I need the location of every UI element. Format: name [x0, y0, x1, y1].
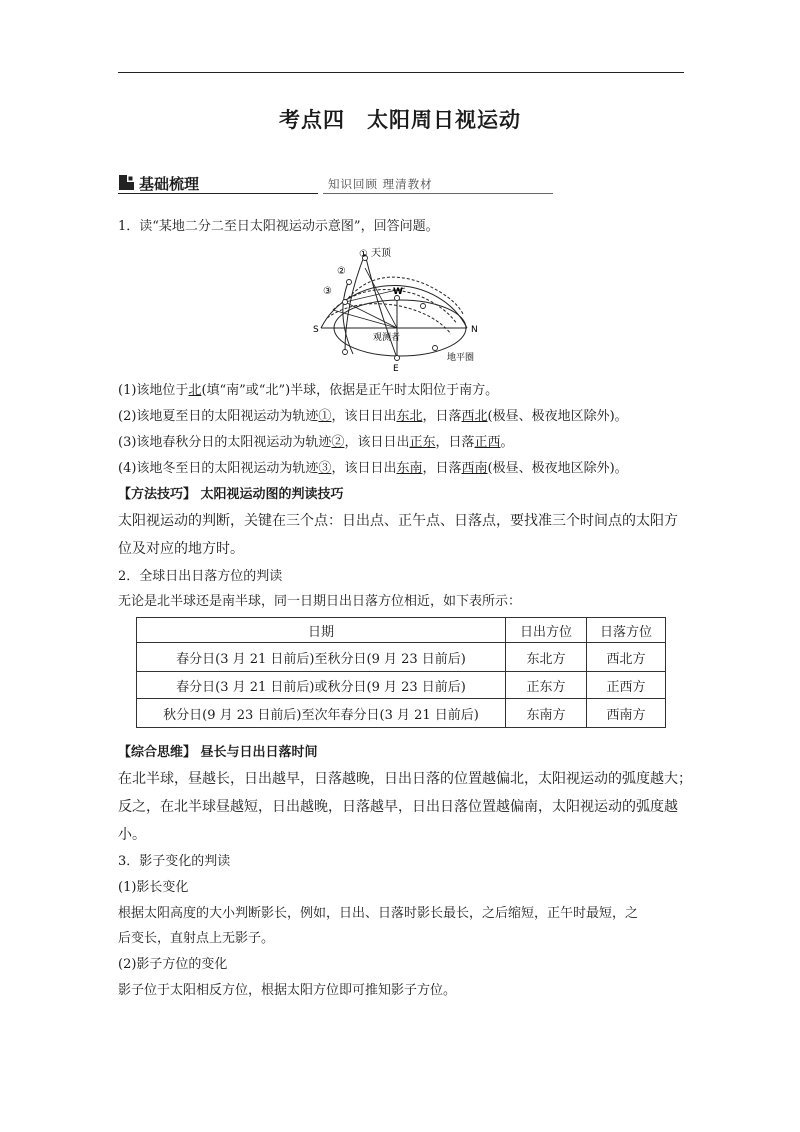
- section-header: [118, 172, 438, 196]
- section-underline: [118, 193, 318, 194]
- method-head: 【方法技巧】 太阳视运动图的判读技巧: [118, 487, 344, 502]
- table-row: [137, 643, 666, 672]
- section-name: 基础梳理: [139, 175, 200, 193]
- label-observer: 观测者: [373, 333, 401, 343]
- thinking-line-3: 小。: [118, 827, 146, 843]
- page-title: 考点四 太阳周日视运动: [279, 108, 521, 132]
- section-tag: 知识回顾 理清教材: [328, 177, 433, 191]
- table-cell: 东北方: [506, 643, 587, 672]
- q3-sub2: (2)影子方位的变化: [118, 957, 228, 972]
- section-tag-line: [323, 193, 553, 194]
- table-cell: 秋分日(9 月 23 日前后)至次年春分日(3 月 21 日前后): [137, 699, 506, 728]
- q1-answer-2: (2)该地夏至日的太阳视运动为轨迹①，该日日出东北，日落西北(极昼、极夜地区除外)。: [118, 409, 628, 424]
- sun-path-diagram: [305, 244, 500, 374]
- label-east: E: [393, 364, 399, 374]
- label-south: S: [313, 325, 319, 335]
- label-track-3: ③: [323, 286, 332, 297]
- label-track-1: ①: [359, 249, 368, 260]
- table-header-cell: 日落方位: [587, 618, 666, 643]
- q2-stem: 2．全球日出日落方位的判读: [118, 569, 283, 584]
- table-cell: 东南方: [506, 699, 587, 728]
- table-row: [137, 672, 666, 699]
- method-line-2: 位及对应的地方时。: [118, 541, 244, 557]
- q2-intro: 无论是北半球还是南半球，同一日期日出日落方位相近，如下表所示：: [118, 594, 522, 609]
- thinking-line-2: 反之，在北半球昼越短，日出越晚，日落越早，日出日落位置越偏南，太阳视运动的弧度越: [118, 799, 678, 815]
- table-header-cell: 日期: [137, 618, 506, 643]
- label-north: N: [471, 325, 478, 335]
- thinking-head: 【综合思维】 昼长与日出日落时间: [118, 745, 318, 760]
- sunrise-sunset-table: [136, 617, 666, 728]
- table-cell: 春分日(3 月 21 日前后)至秋分日(9 月 23 日前后): [137, 643, 506, 672]
- table-header-row: [137, 618, 666, 643]
- table-cell: 西北方: [587, 643, 666, 672]
- q1-answer-3: (3)该地春秋分日的太阳视运动为轨迹②，该日日出正东，日落正西。: [118, 435, 514, 450]
- table-cell: 正东方: [506, 672, 587, 699]
- table-cell: 西南方: [587, 699, 666, 728]
- table-header-cell: 日出方位: [506, 618, 587, 643]
- q1-stem: 1．读“某地二分二至日太阳视运动示意图”，回答问题。: [118, 219, 439, 234]
- q3-sub1-line-2: 后变长，直射点上无影子。: [118, 931, 275, 946]
- q3-sub1-line-1: 根据太阳高度的大小判断影长，例如，日出、日落时影长最长，之后缩短，正午时最短，之: [118, 906, 639, 921]
- table-cell: 正西方: [587, 672, 666, 699]
- table-cell: 春分日(3 月 21 日前后)或秋分日(9 月 23 日前后): [137, 672, 506, 699]
- q1-answer-4: (4)该地冬至日的太阳视运动为轨迹③，该日日出东南，日落西南(极昼、极夜地区除外)。: [118, 461, 628, 476]
- label-west: W: [393, 287, 403, 297]
- method-line-1: 太阳视运动的判断，关键在三个点：日出点、正午点、日落点，要找准三个时间点的太阳方: [118, 513, 678, 529]
- q3-stem: 3．影子变化的判读: [118, 854, 231, 869]
- label-track-2: ②: [337, 266, 346, 277]
- q3-sub2-line-1: 影子位于太阳相反方位，根据太阳方位即可推知影子方位。: [118, 983, 457, 998]
- label-zenith: 天顶: [371, 248, 391, 259]
- thinking-line-1: 在北半球，昼越长，日出越早，日落越晚，日出日落的位置越偏北，太阳视运动的弧度越大；: [118, 771, 692, 787]
- label-horizon: 地平圈: [447, 353, 475, 363]
- q3-sub1: (1)影长变化: [118, 880, 189, 895]
- q1-answer-1: (1)该地位于北(填“南”或“北”)半球，依据是正午时太阳位于南方。: [118, 383, 499, 398]
- header-rule: [118, 72, 684, 73]
- table-row: [137, 699, 666, 728]
- section-square-icon: [119, 175, 134, 190]
